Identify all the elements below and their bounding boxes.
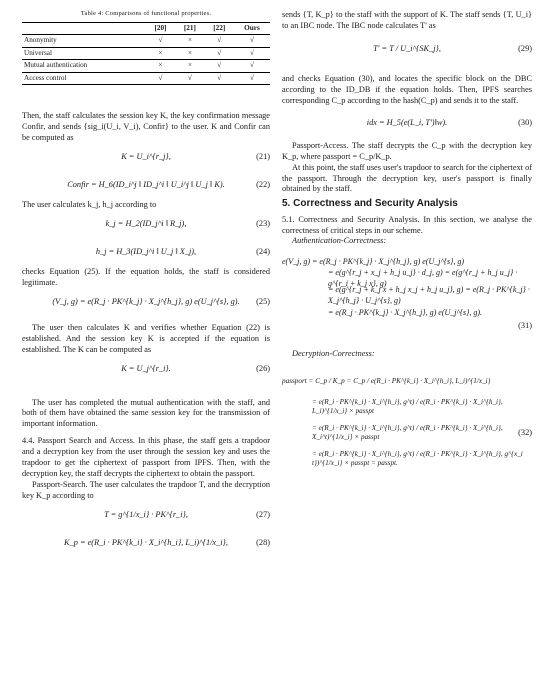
equation-number: (32) — [518, 427, 532, 437]
table-cell: × — [158, 61, 163, 70]
paragraph: 4.4. Passport Search and Access. In this phase, the staff gets a trapdoor and a decryption key from the user through the session key and uses the trapdoor to get the ciphertext of passport from IPFS. Then, with the decryption key, the staff decrypts the ciphertext to obtain the passport. — [22, 436, 270, 479]
equation-number: (29) — [518, 44, 532, 54]
equation-31 — [282, 253, 532, 321]
equation-line: = e(g^{r_j + x_j + h_j u_j} · d_j, g) = e(g^{r_j + h_j u_j} · g^{r_i + k_j x}, g) — [328, 268, 518, 288]
equation-29 — [282, 32, 532, 68]
equation-24 — [22, 239, 270, 267]
equation-number: (27) — [256, 510, 270, 520]
right-column — [282, 10, 532, 472]
equation-line: = e(g^{r_j + k_j x + h_j x_j + h_j u_j}, g) = e(R_j · PK^{k_j} · X_j^{h_j} · U_j^{s}, g) — [328, 285, 530, 305]
left-column — [22, 10, 270, 558]
equation-30 — [282, 107, 532, 141]
table-cell: √ — [249, 36, 254, 45]
equation-body: T = g^{1/x_i} · PK^{r_i}, — [104, 510, 188, 520]
table-cell: Access control — [24, 73, 67, 82]
equation-body: T' = T / U_i^{SK_j}, — [373, 44, 441, 54]
equation-body: = e(R_i · PK^{k_i} · X_i^{h_i}, g^t) / e(R_i · PK^{k_i} · X_i^{h_i}, X_i^t)^{1/x_i} × passpt — [312, 423, 503, 442]
equation-line: = e(R_j · PK^{k_j} · X_j^{h_j}, g) e(U_j^{s}, g). — [328, 307, 483, 317]
equation-line: passport = C_p / K_p = C_p / e(R_i · PK^{k_i} · X_i^{h_i}, L_i)^{1/x_i} — [282, 376, 491, 385]
equation-body: (V_j, g) = e(R_j · PK^{k_j} · X_j^{h_j}, g) e(U_j^{s}, g). — [52, 297, 240, 307]
table-cell: √ — [158, 73, 163, 82]
equation-number: (23) — [256, 219, 270, 229]
table-cell: √ — [249, 61, 254, 70]
table-cell: √ — [217, 36, 222, 45]
table-header-cell — [22, 22, 146, 35]
equation-body: K = U_j^{r_i}. — [121, 364, 171, 374]
section-title: 5. Correctness and Security Analysis — [282, 198, 458, 210]
table-row — [22, 72, 270, 85]
equation-23 — [22, 211, 270, 239]
paragraph: checks Equation (25). If the equation holds, the staff is considered legitimate. — [22, 266, 270, 287]
table-cell: √ — [217, 61, 222, 70]
paragraph: Decryption-Correctness: — [292, 349, 375, 359]
table-cell: √ — [158, 36, 163, 45]
table-cell: × — [187, 48, 192, 57]
table-header-cell: Ours — [244, 23, 260, 32]
table-row — [22, 47, 270, 60]
table-cell: × — [187, 61, 192, 70]
table-cell: × — [158, 48, 163, 57]
paragraph: Then, the staff calculates the session key K, the key confirmation message Confir, and sends {sig_i(U_i, V_i), Confir} to the user. K and Confir can be computed as — [22, 111, 270, 142]
equation-line — [282, 420, 532, 446]
paragraph: The user calculates k_j, h_j according to — [22, 199, 157, 209]
equation-32 — [282, 368, 532, 472]
equation-body: idx = H_5(e(L_i, T')‖w). — [366, 118, 448, 128]
table-cell: √ — [249, 48, 254, 57]
equation-27 — [22, 502, 270, 530]
equation-line: = e(R_i · PK^{k_i} · X_i^{h_i}, g^t) / e(R_i · PK^{k_i} · X_i^{h_i}, L_i)^{1/x_i} × passpt — [312, 397, 503, 416]
equation-number: (21) — [256, 152, 270, 162]
equation-body: Confir = H_6(ID_i^j ‖ ID_j^i ‖ U_i^j ‖ U_j ‖ K). — [67, 180, 225, 190]
equation-number: (28) — [256, 538, 270, 548]
paragraph: Passport-Access. The staff decrypts the C_p with the decryption key K_p, where passport = C_p/K_p. — [282, 140, 532, 161]
equation-25 — [22, 289, 270, 317]
paragraph: The user has completed the mutual authentication with the staff, and both of them have obtained the same session key for the transmission of important information. — [22, 397, 270, 429]
table-row — [22, 35, 270, 48]
equation-21 — [22, 144, 270, 172]
table-cell: Universal — [24, 48, 52, 57]
paragraph: sends {T, K_p} to the staff with the support of K. The staff sends {T, U_i} to an IBC node. The IBC node calculates T' as — [282, 10, 532, 30]
table-row — [22, 60, 270, 73]
table-cell: √ — [187, 73, 192, 82]
paragraph: 5.1. Correctness and Security Analysis. In this section, we analyse the correctness of critical steps in our scheme. — [282, 214, 532, 235]
equation-number: (30) — [518, 118, 532, 128]
equation-number: (31) — [518, 321, 532, 331]
table-cell: √ — [249, 73, 254, 82]
table-cell: √ — [217, 48, 222, 57]
table-cell: Anonymity — [24, 36, 57, 45]
paragraph: At this point, the staff uses user's trapdoor to search for the ciphertext of the passport. Through the decryption key, user's passport is finally obtained by the staff. — [282, 162, 532, 194]
equation-body: K_p = e(R_i · PK^{k_i} · X_i^{h_i}, L_i)^{1/x_i}, — [64, 538, 228, 548]
table-header-row — [22, 22, 270, 35]
table-cell: √ — [217, 73, 222, 82]
equation-line: e(V_j, g) = e(R_j · PK^{k_j} · X_j^{h_j}, g) e(U_j^{s}, g) — [282, 256, 465, 266]
equation-26 — [22, 356, 270, 384]
equation-22 — [22, 172, 270, 200]
paragraph: and checks Equation (30), and locates the specific block on the DBC according to the ID_DB if the equation holds. Then, IPFS searches corresponding C_p according to the hash(C_p) and sends it to the staff. — [282, 73, 532, 105]
equation-body: K = U_i^{r_j}, — [121, 152, 171, 162]
paragraph: The user then calculates K and verifies whether Equation (22) is established. And the session key K is accepted if the equation is established. The K can be computed as — [22, 322, 270, 354]
table-header-cell: [22] — [213, 23, 226, 32]
equation-body: k_j = H_2(ID_j^i ‖ R_j), — [105, 219, 187, 229]
equation-line: = e(R_i · PK^{k_i} · X_i^{h_i}, g^t) / e(R_i · PK^{k_i} · X_i^{h_i}, g^{x_i t})^{1/x_i} × passpt = passpt. — [312, 449, 523, 468]
table-caption: Table 4: Comparisons of functional properties. — [80, 10, 212, 17]
table-header-cell: [20] — [154, 23, 167, 32]
equation-number: (25) — [256, 297, 270, 307]
equation-number: (22) — [256, 180, 270, 190]
table-cell: Mutual authentication — [24, 61, 88, 70]
paragraph: Authentication-Correctness: — [292, 236, 387, 246]
table-cell: × — [187, 36, 192, 45]
equation-28 — [22, 530, 270, 558]
equation-number: (24) — [256, 247, 270, 257]
equation-body: h_j = H_3(ID_j^i ‖ U_j ‖ X_j), — [95, 247, 197, 257]
equation-number: (26) — [256, 364, 270, 374]
paragraph: Passport-Search. The user calculates the trapdoor T, and the decryption key K_p according to — [22, 480, 270, 501]
comparison-table — [22, 22, 270, 86]
table-header-cell: [21] — [183, 23, 196, 32]
